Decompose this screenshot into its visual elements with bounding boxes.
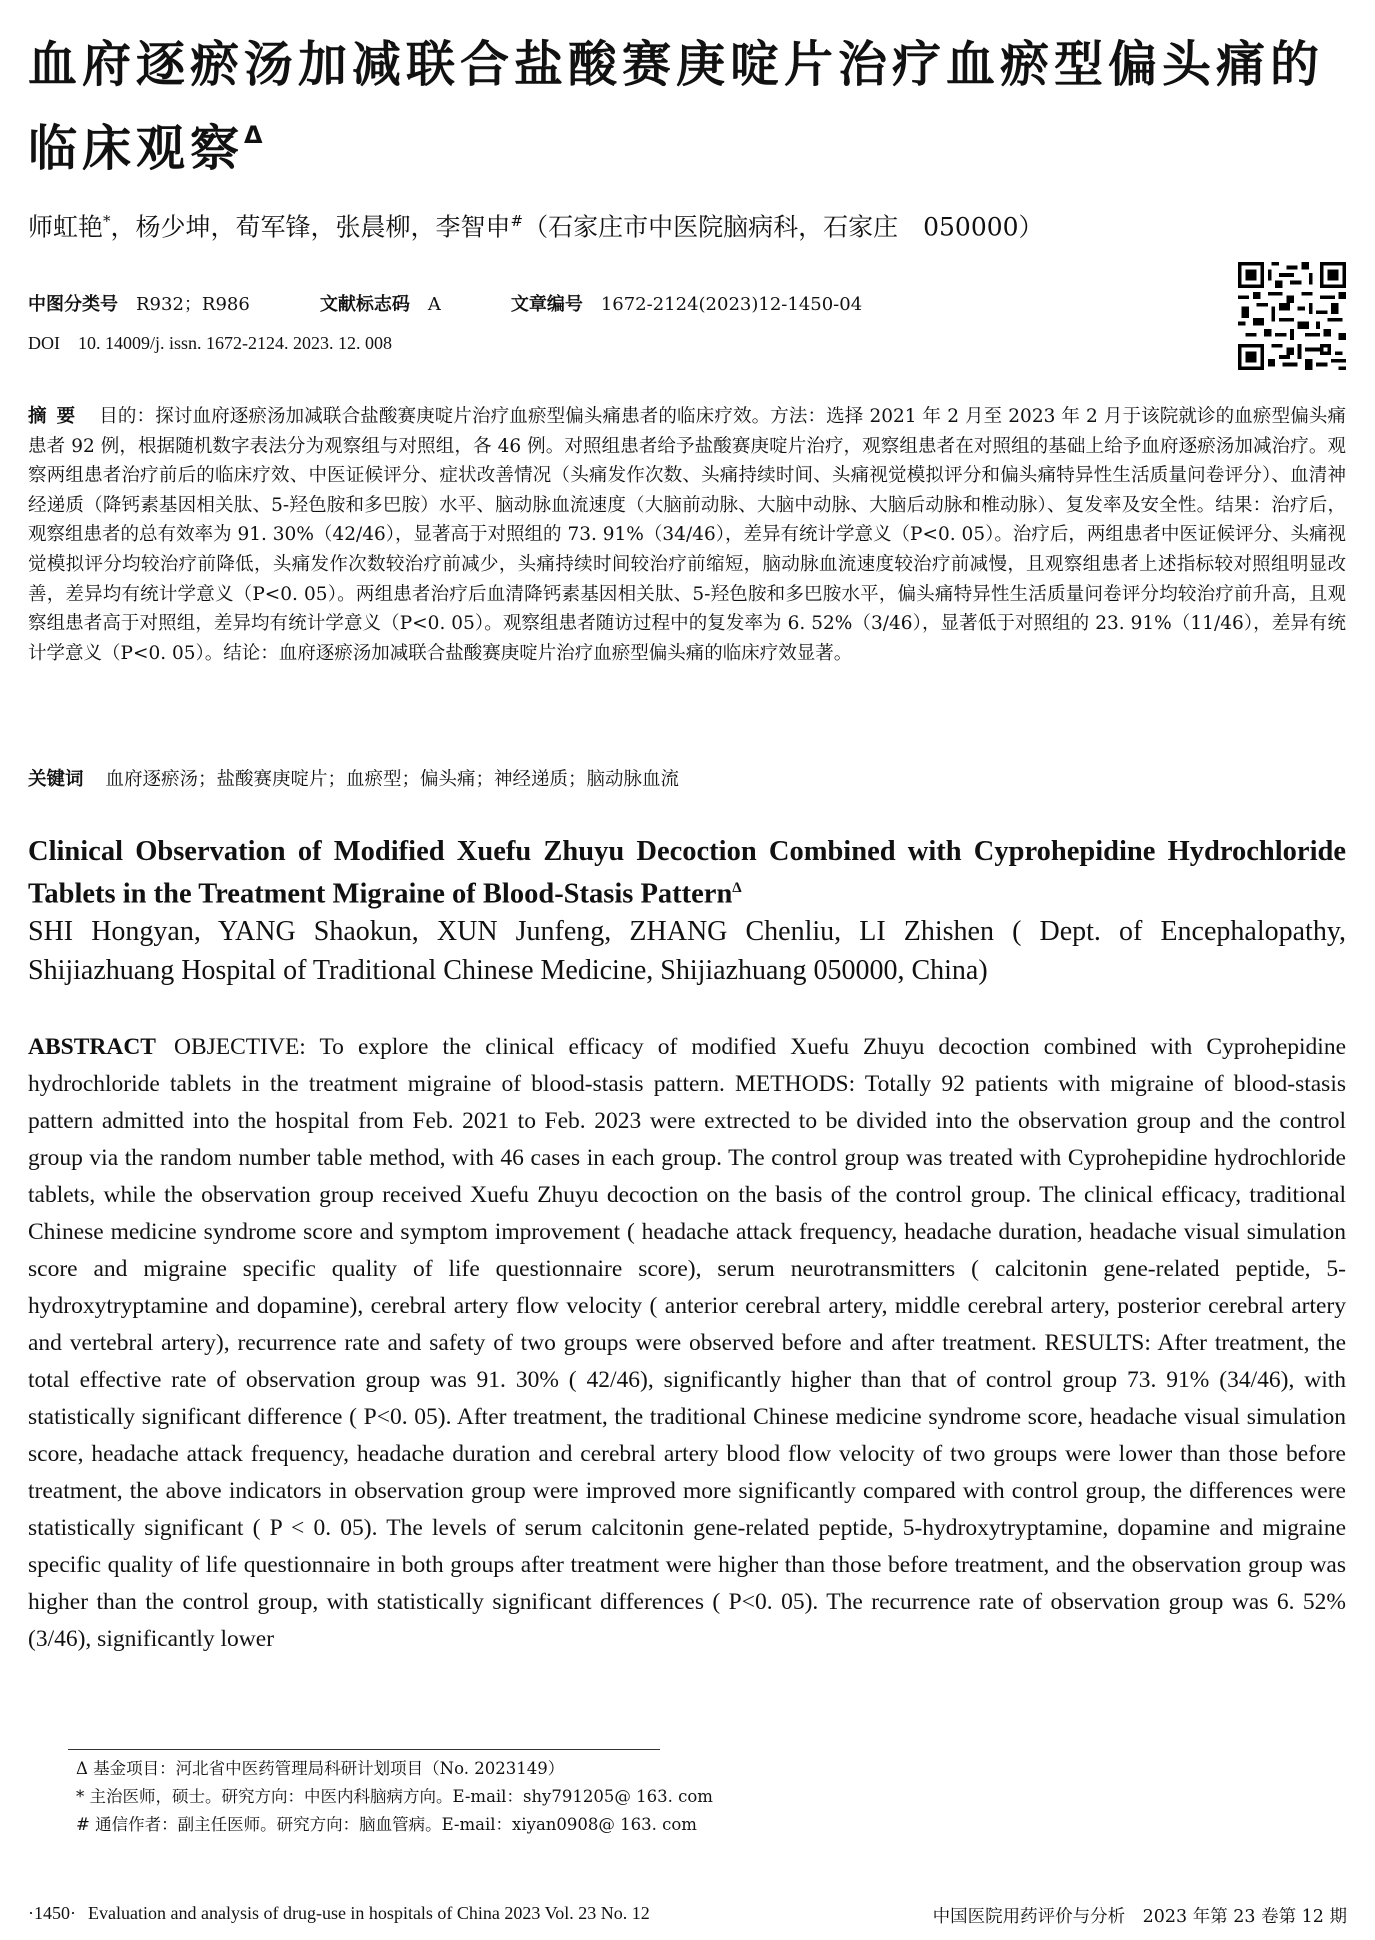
classification-row: 中图分类号 R932；R986 文献标志码 A 文章编号 1672-2124(2023)12-1450-04: [28, 294, 863, 315]
page-footer-left: [28, 1903, 650, 1924]
chinese-authors: 师虹艳*，杨少坤，荀军锋，张晨柳，李智申#（石家庄市中医院脑病科，石家庄 050000）: [28, 212, 1044, 242]
english-authors: SHI Hongyan, YANG Shaokun, XUN Junfeng, ZHANG Chenliu, LI Zhishen ( Dept. of Encephalopathy, Shijiazhuang Hospital of Traditional Chinese Medicine, Shijiazhuang 050000, China): [28, 916, 1346, 986]
chinese-keywords-text: 血府逐瘀汤；盐酸赛庚啶片；血瘀型；偏头痛；神经递质；脑动脉血流: [105, 769, 680, 790]
chinese-abstract-label: 摘要: [28, 406, 86, 427]
chinese-keywords-label: 关键词: [28, 769, 84, 790]
english-abstract-text: OBJECTIVE: To explore the clinical efficacy of modified Xuefu Zhuyu decoction combined with Cyprohepidine hydrochloride tablets in the treatment migraine of blood-stasis pattern. METHODS: Totally 92 patients with migraine of blood-stasis pattern admitted into the hospital from Feb. 2021 to Feb. 2023 were extrected to be divided into the observation group and the control group via the random number table method, with 46 cases in each group. The control group was treated with Cyprohepidine hydrochloride tablets, while the observation group received Xuefu Zhuyu decoction on the basis of the control group. The clinical efficacy, traditional Chinese medicine syndrome score and symptom improvement ( headache attack frequency, headache duration, headache visual simulation score and migraine specific quality of life questionnaire score), serum neurotransmitters ( calcitonin gene-related peptide, 5-hydroxytryptamine and dopamine), cerebral artery flow velocity ( anterior cerebral artery, middle cerebral artery, posterior cerebral artery and vertebral artery), recurrence rate and safety of two groups were observed before and after treatment. RESULTS: After treatment, the total effective rate of observation group was 91. 30% ( 42/46), significantly higher than that of control group 73. 91% (34/46), with statistically significant difference ( P<0. 05). After treatment, the traditional Chinese medicine syndrome score, headache visual simulation score, headache attack frequency, headache duration and cerebral artery blood flow velocity of two groups were lower than those before treatment, the above indicators in observation group were improved more significantly compared with control group, the differences were statistically significant ( P < 0. 05). The levels of serum calcitonin gene-related peptide, 5-hydroxytryptamine, dopamine and migraine specific quality of life questionnaire in both groups after treatment were higher than those before treatment, and the observation group was higher than the control group, with statistically significant differences ( P<0. 05). The recurrence rate of observation group was 6. 52% (3/46), significantly lower: [28, 1034, 1346, 1652]
page-number: ·1450·: [28, 1903, 76, 1923]
footnote-funding: Δ 基金项目：河北省中医药管理局科研计划项目（No. 2023149）: [76, 1759, 565, 1778]
chinese-title: 血府逐瘀汤加减联合盐酸赛庚啶片治疗血瘀型偏头痛的临床观察$^\Delta$: [28, 36, 1325, 177]
footnotes: [76, 1755, 1276, 1839]
english-abstract: [28, 1029, 1346, 1658]
chinese-abstract-text: 目的：探讨血府逐瘀汤加减联合盐酸赛庚啶片治疗血瘀型偏头痛患者的临床疗效。方法：选择 2021 年 2 月至 2023 年 2 月于该院就诊的血瘀型偏头痛患者 92 例，根据随机数字表法分为观察组与对照组，各 46 例。对照组患者给予盐酸赛庚啶片治疗，观察组患者在对照组的基础上给予血府逐瘀汤加减治疗。观察两组患者治疗前后的临床疗效、中医证候评分、症状改善情况（头痛发作次数、头痛持续时间、头痛视觉模拟评分和偏头痛特异性生活质量问卷评分）、血清神经递质（降钙素基因相关肽、5-羟色胺和多巴胺）水平、脑动脉血流速度（大脑前动脉、大脑中动脉、大脑后动脉和椎动脉）、复发率及安全性。结果：治疗后，观察组患者的总有效率为 91. 30%（42/46），显著高于对照组的 73. 91%（34/46），差异有统计学意义（P<0. 05）。治疗后，两组患者中医证候评分、头痛视觉模拟评分均较治疗前降低，头痛发作次数较治疗前减少，头痛持续时间较治疗前缩短，脑动脉血流速度较治疗前减慢，且观察组患者上述指标较对照组明显改善，差异均有统计学意义（P<0. 05）。两组患者治疗后血清降钙素基因相关肽、5-羟色胺和多巴胺水平，偏头痛特异性生活质量问卷评分均较治疗前升高，且观察组患者高于对照组，差异均有统计学意义（P<0. 05）。观察组患者随访过程中的复发率为 6. 52%（3/46），显著低于对照组的 23. 91%（11/46），差异有统计学意义（P<0. 05）。结论：血府逐瘀汤加减联合盐酸赛庚啶片治疗血瘀型偏头痛的临床疗效显著。: [28, 406, 1346, 664]
qr-code-icon[interactable]: [1238, 262, 1346, 370]
doi-row: DOI 10. 14009/j. issn. 1672-2124. 2023. 12. 008: [28, 333, 393, 353]
footnote-first-author: * 主治医师，硕士。研究方向：中医内科脑病方向。E-mail：shy791205@ 163. com: [76, 1787, 713, 1806]
title-funding-mark: Δ: [244, 121, 263, 149]
footnote-corresponding-author: # 通信作者：副主任医师。研究方向：脑血管病。E-mail：xiyan0908@ 163. com: [76, 1815, 697, 1834]
chinese-keywords: [28, 765, 1346, 795]
english-abstract-label: ABSTRACT: [28, 1034, 156, 1060]
english-title: Clinical Observation of Modified Xuefu Zhuyu Decoction Combined with Cyprohepidine Hydrochloride Tablets in the Treatment Migraine of Blood-Stasis Pattern$^\Delta$: [28, 836, 1346, 910]
chinese-abstract: [28, 402, 1346, 668]
journal-name-en: Evaluation and analysis of drug-use in hospitals of China 2023 Vol. 23 No. 12: [88, 1903, 650, 1923]
footnote-divider: [68, 1749, 660, 1750]
journal-name-cn: 中国医院用药评价与分析 2023 年第 23 卷第 12 期: [932, 1907, 1347, 1927]
